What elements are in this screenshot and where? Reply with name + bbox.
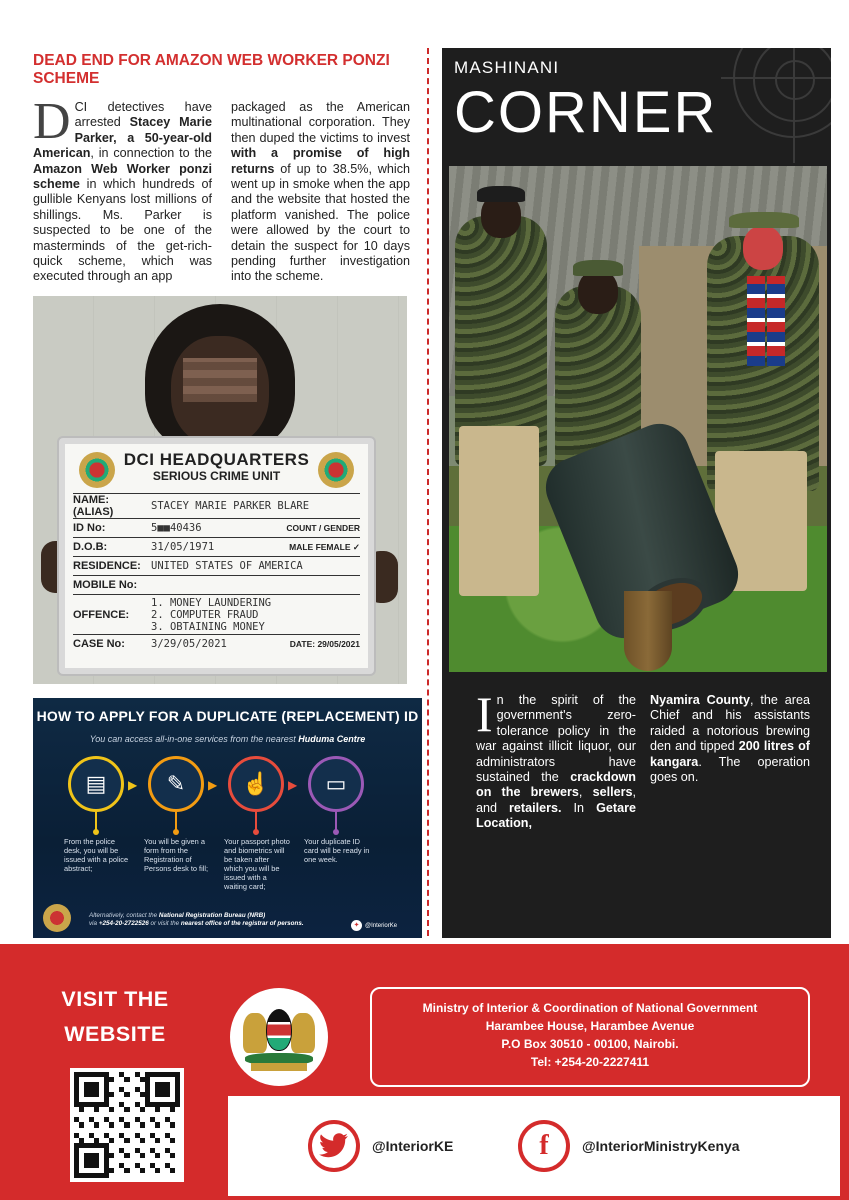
shield-icon <box>266 1009 292 1051</box>
step-connector <box>335 812 337 830</box>
radar-crosshair <box>793 48 795 163</box>
text-run: , in connection to the <box>90 146 212 161</box>
placard-heading: DCI HEADQUARTERS <box>123 450 310 469</box>
text-run: sellers <box>592 785 633 800</box>
text-run: packaged as the American multinational corporation. They then duped the victims to invest <box>231 100 410 145</box>
kenya-crest-icon <box>43 904 71 932</box>
step-3 <box>224 756 298 891</box>
text-run: Nyamira County <box>650 693 750 707</box>
visit-website-heading: VISIT THE WEBSITE <box>61 987 169 1046</box>
text-run: Stacey Marie Parker, a 50-year-old American <box>33 115 212 161</box>
placard-subheading: SERIOUS CRIME UNIT <box>152 469 281 483</box>
officer-beret <box>477 186 525 202</box>
step-dot <box>93 829 99 835</box>
placard-field-label: OFFENCE: <box>73 608 130 621</box>
placard-field-value: 31/05/1971 <box>151 541 215 553</box>
text-run: 200 litres of kangara <box>650 739 810 769</box>
text-run: of up to 38.5%, which went up in smoke when the app and the website that hosted the platform vanished. The police were allowed by the court to detain the suspect for 10 days pending further investigation into the scheme. <box>231 161 410 284</box>
kenya-crest-icon <box>79 452 115 488</box>
facebook-link[interactable] <box>518 1120 740 1172</box>
steps-timeline <box>64 756 388 906</box>
placard-field-label: NAME: (ALIAS) <box>73 494 114 518</box>
facebook-handle: @InteriorMinistryKenya <box>582 1138 740 1154</box>
step-1 <box>64 756 138 873</box>
placard-row <box>73 556 360 575</box>
step-connector <box>255 812 257 830</box>
placard-field-label: ID No: <box>73 522 106 534</box>
police-abstract-icon: ▤ <box>68 756 124 812</box>
face-blur-mosaic <box>183 358 257 402</box>
text-run: , and <box>476 785 637 815</box>
infographic-twitter-handle[interactable]: ✦ @InteriorKe <box>351 920 397 931</box>
social-bar <box>228 1096 840 1196</box>
step-dot <box>173 829 179 835</box>
chevron-right-icon: ▶ <box>208 778 218 792</box>
step-4 <box>304 756 378 864</box>
scarf <box>747 276 765 366</box>
officer-head <box>578 270 618 314</box>
lion-icon <box>243 1013 267 1053</box>
text-run: with a promise of high returns <box>231 146 410 176</box>
placard-row <box>73 493 360 518</box>
biometrics-icon: ☝ <box>228 756 284 812</box>
placard-field-label: MOBILE No: <box>73 579 138 591</box>
officer-trousers <box>459 426 539 596</box>
qr-module <box>175 1173 180 1178</box>
section-kicker: MASHINANI <box>454 58 560 77</box>
mashinani-column-1 <box>476 686 637 832</box>
article-column-2 <box>231 100 410 285</box>
text-run: . The operation goes on. <box>650 754 810 785</box>
article-column-1 <box>33 93 212 285</box>
mashinani-header <box>442 48 831 163</box>
placard-field-value: 3/29/05/2021 <box>151 638 227 650</box>
infographic-subtitle: You can access all-in-one services from the nearest Huduma Centre <box>89 734 366 744</box>
scarf <box>767 276 785 366</box>
qr-code[interactable] <box>70 1068 184 1182</box>
placard-field-label: D.O.B: <box>73 541 108 553</box>
id-card-icon: ▭ <box>308 756 364 812</box>
placard-field-extra: DATE: 29/05/2021 <box>289 639 360 649</box>
facebook-icon: f <box>518 1120 570 1172</box>
text-run: Amazon Web Worker ponzi scheme <box>33 161 212 192</box>
article-headline: DEAD END FOR AMAZON WEB WORKER PONZI SCHEME <box>33 52 390 87</box>
officers-photo <box>449 166 827 672</box>
twitter-link[interactable] <box>308 1120 453 1172</box>
radar-crosshair <box>721 77 831 79</box>
text-run: , the area Chief and his assistants raided a notorious brewing den and tipped <box>650 693 810 754</box>
text-run: CI detectives have arrested <box>74 100 212 130</box>
placard-field-label: RESIDENCE: <box>73 560 141 572</box>
placard-row <box>73 575 360 594</box>
dci-placard <box>59 438 374 674</box>
drop-cap: D <box>33 93 71 150</box>
step-connector <box>95 812 97 830</box>
placard-rows <box>73 493 360 653</box>
infographic-footnote: Alternatively, contact the National Registration Bureau (NRB) via +254-20-2722526 or visit the nearest office of the registrar of persons. <box>89 912 304 927</box>
officer-hat <box>573 260 623 276</box>
placard-field-extra: COUNT / GENDER <box>286 523 360 533</box>
text-run: in which hundreds of gullible Kenyans lost millions of shillings. Ms. Parker is suspected to be one of the masterminds of the get-rich-quick scheme, which was executed through an app <box>33 177 212 284</box>
step-dot <box>253 829 259 835</box>
step-description: Your duplicate ID card will be ready in one week. <box>304 837 370 864</box>
text-run: , <box>578 785 593 800</box>
masked-head <box>743 226 783 270</box>
placard-field-extra: MALE FEMALE ✓ <box>289 541 360 552</box>
text-run: n the spirit of the government's zero-tolerance policy in the war against illicit liquor, our administrators have sustained the <box>476 693 636 785</box>
placard-field-value: UNITED STATES OF AMERICA <box>151 560 303 572</box>
placard-row <box>73 537 360 556</box>
twitter-handle: @InteriorKE <box>372 1138 454 1154</box>
kenya-crest-icon <box>318 452 354 488</box>
radar-graphic <box>733 48 831 138</box>
placard-field-value: 5■■40436 <box>151 522 202 534</box>
pouring-liquor <box>624 591 672 671</box>
footer <box>0 944 849 1200</box>
infographic-title: HOW TO APPLY FOR A DUPLICATE (REPLACEMENT) ID <box>36 708 419 724</box>
placard-field-value: 1. MONEY LAUNDERING 2. COMPUTER FRAUD 3. OBTAINING MONEY <box>151 596 272 633</box>
suspect-photo <box>33 296 407 684</box>
step-description: Your passport photo and biometrics will be taken after which you will be issued with a waiting card; <box>224 837 290 891</box>
step-description: You will be given a form from the Registration of Persons desk to fill; <box>144 837 209 873</box>
officer-bush-hat <box>729 212 799 228</box>
step-description: From the police desk, you will be issued with a police abstract; <box>64 837 129 873</box>
lion-icon <box>291 1013 315 1053</box>
placard-field-label: CASE No: <box>73 638 125 650</box>
text-run: Getare Location, <box>476 800 636 831</box>
placard-field-value: STACEY MARIE PARKER BLARE <box>151 500 310 512</box>
mashinani-col1-text <box>476 686 637 831</box>
mashinani-column-2 <box>650 693 810 832</box>
column-divider <box>427 48 429 936</box>
form-icon: ✎ <box>148 756 204 812</box>
twitter-icon: ✦ <box>351 920 362 931</box>
article-ponzi <box>33 52 410 285</box>
harambee-ribbon <box>251 1063 307 1071</box>
kenya-coat-of-arms-icon <box>230 988 328 1086</box>
placard-row <box>73 594 360 634</box>
mashinani-body <box>476 686 810 832</box>
text-run: In <box>561 800 597 815</box>
officer-right <box>707 236 819 491</box>
step-dot <box>333 829 339 835</box>
chevron-right-icon: ▶ <box>128 778 138 792</box>
placard-row <box>73 634 360 653</box>
text-run: retailers. <box>509 800 562 815</box>
placard-row <box>73 518 360 537</box>
step-2 <box>144 756 218 873</box>
chevron-right-icon: ▶ <box>288 778 298 792</box>
twitter-icon <box>308 1120 360 1172</box>
text-run: crackdown on the brewers <box>476 770 636 800</box>
ministry-address: Ministry of Interior & Coordination of National Government Harambee House, Harambee Avenue P.O Box 30510 - 00100, Nairobi. Tel: +254-20-2227411 <box>370 987 810 1087</box>
section-title: CORNER <box>454 80 718 145</box>
step-connector <box>175 812 177 830</box>
duplicate-id-infographic <box>33 698 422 938</box>
officer-left <box>455 216 547 466</box>
article-body <box>33 93 410 285</box>
drop-cap: I <box>476 686 493 742</box>
